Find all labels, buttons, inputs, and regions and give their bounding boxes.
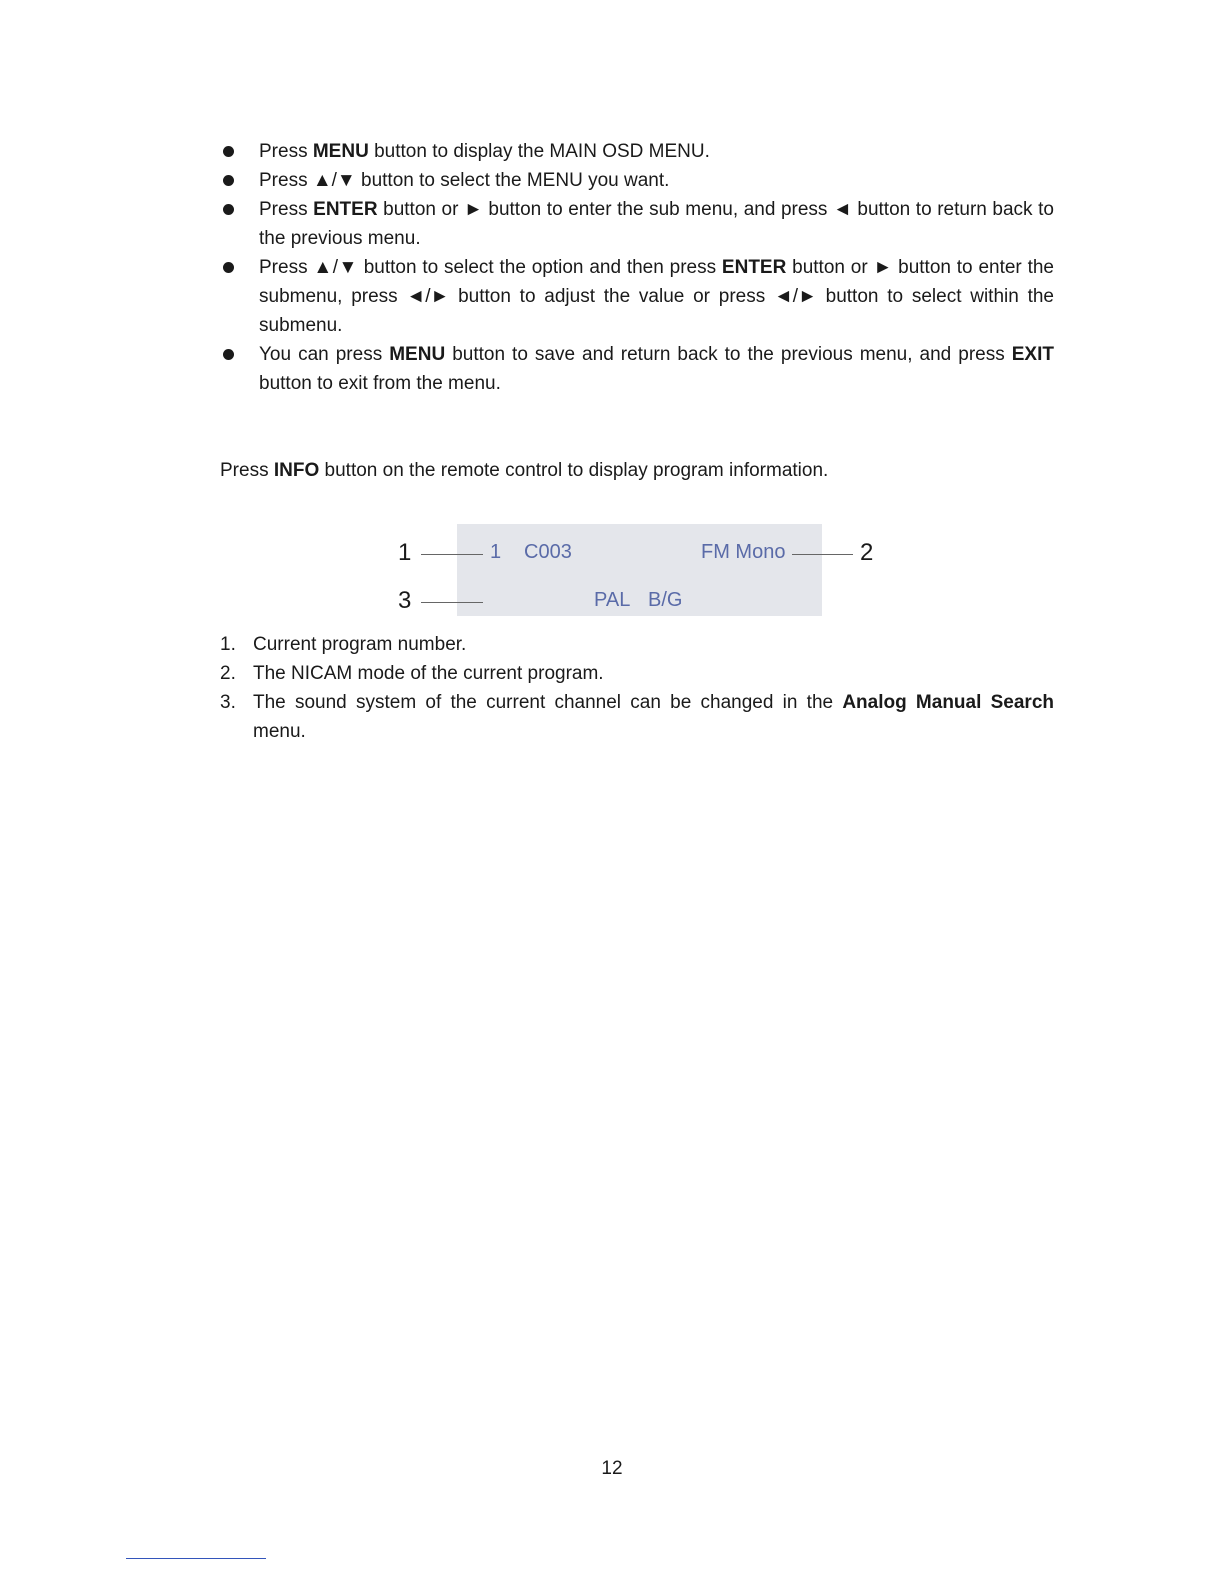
osd-sound-system: B/G [648, 589, 683, 611]
callout-leader-line [792, 554, 853, 555]
osd-color-system: PAL [594, 589, 631, 611]
callout-label: 3 [398, 587, 412, 614]
footer-rule [126, 1558, 266, 1559]
callout-label: 2 [860, 539, 874, 566]
instruction-item: Press ▲/▼ button to select the MENU you want. [220, 166, 1054, 195]
callout-label: 1 [398, 539, 412, 566]
legend-item: 3. The sound system of the current channel can be changed in the Analog Manual Search menu. [220, 692, 1054, 742]
instruction-item: Press ▲/▼ button to select the option and then press ENTER button or ► button to enter the submenu, press ◄/► button to adjust the value or press ◄/► button to select within the submenu. [220, 253, 1054, 340]
instruction-item: Press ENTER button or ► button to enter the sub menu, and press ◄ button to return back to the previous menu. [220, 195, 1054, 253]
page-number: 12 [601, 1458, 623, 1479]
osd-channel-name: C003 [524, 541, 572, 563]
info-paragraph: Press INFO button on the remote control to display program information. [220, 460, 829, 481]
legend-item: 1. Current program number. [220, 634, 467, 655]
legend-item: 2. The NICAM mode of the current program. [220, 663, 604, 684]
osd-program-number: 1 [490, 541, 502, 563]
osd-info-banner [457, 524, 822, 616]
osd-audio-mode: FM Mono [701, 541, 786, 563]
instruction-list [220, 137, 1054, 398]
legend-list [220, 630, 1054, 746]
callout-leader-line [421, 602, 483, 603]
instruction-item: You can press MENU button to save and return back to the previous menu, and press EXIT button to exit from the menu. [220, 340, 1054, 398]
callout-leader-line [421, 554, 483, 555]
instruction-item: Press MENU button to display the MAIN OSD MENU. [220, 137, 1054, 166]
